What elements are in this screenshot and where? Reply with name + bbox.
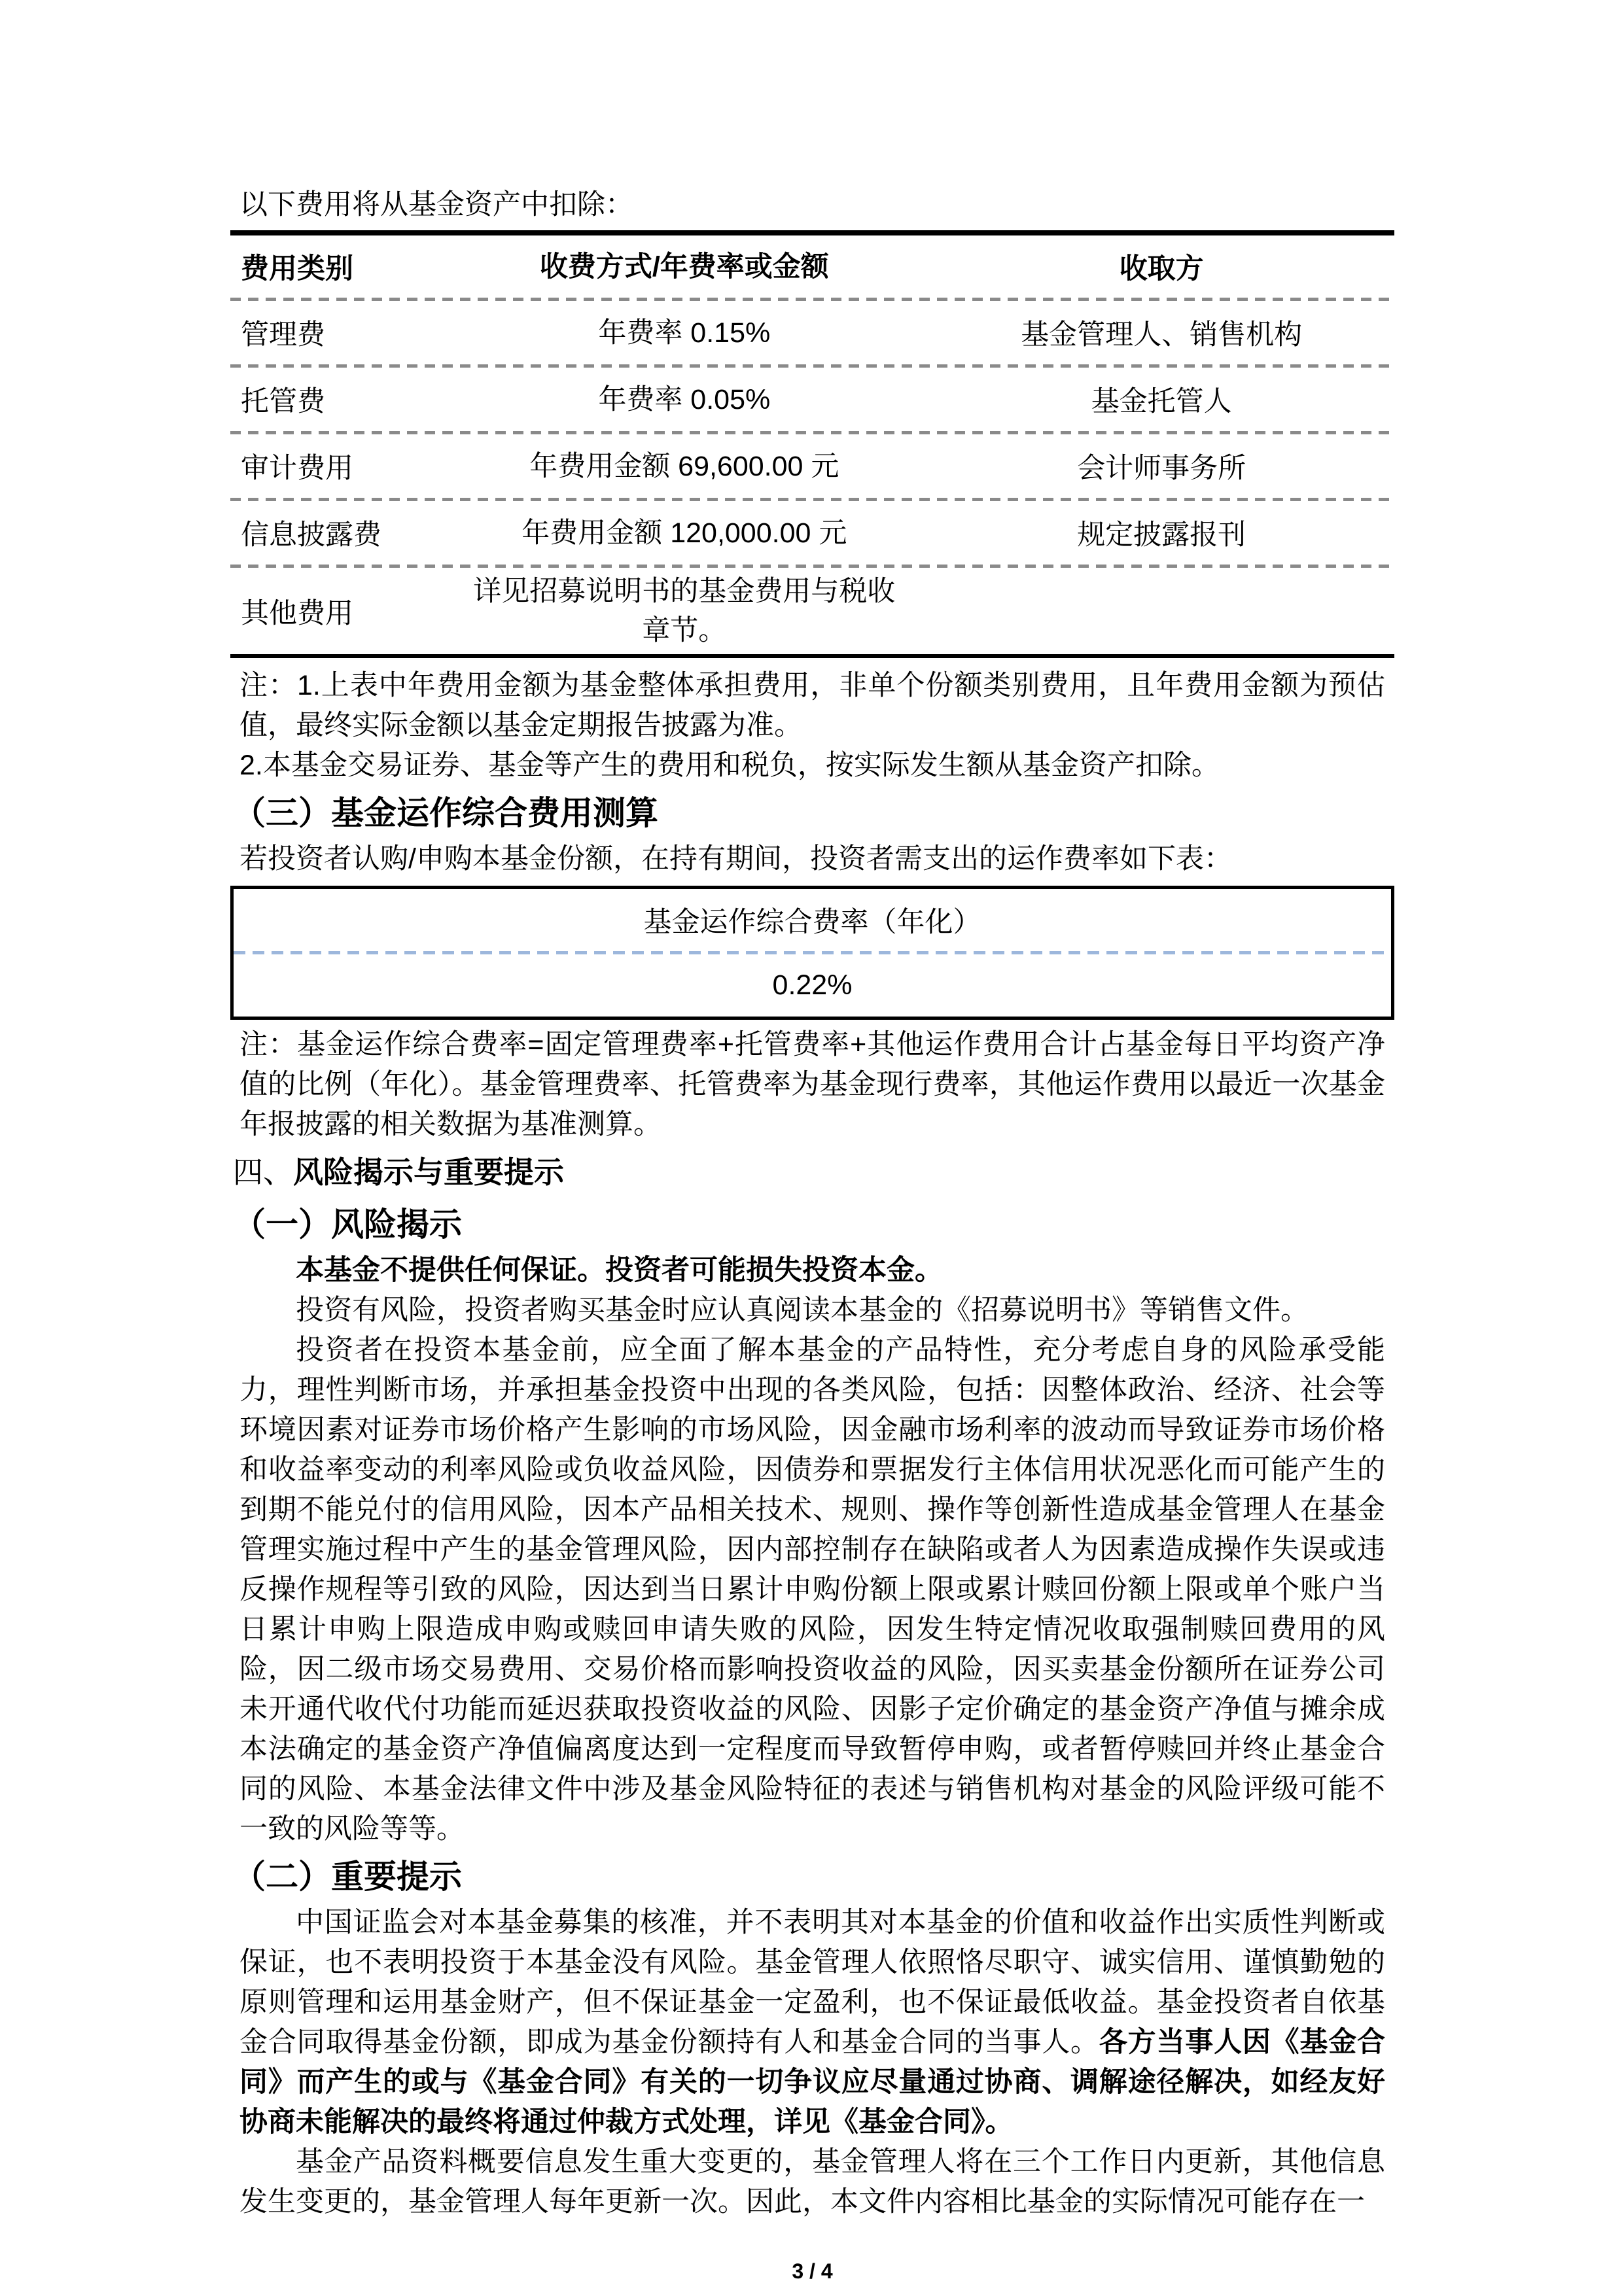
fee-table-header-row	[230, 235, 1394, 298]
risk-bold-statement: 本基金不提供任何保证。投资者可能损失投资本金。	[296, 1255, 943, 1286]
fee-recipient: 会计师事务所	[1077, 453, 1246, 484]
fee-table-header-category: 费用类别	[241, 253, 353, 285]
fee-table-row	[230, 301, 1394, 364]
notice-paragraph-1-bold: 各方当事人因《基金合同》而产生的或与《基金合同》有关的一切争议应尽量通过协商、调解途径解决，如经友好协商未能解决的最终将通过仲裁方式处理，详见《基金合同》。	[239, 2026, 1386, 2138]
section-4-2-heading: （二）重要提示	[233, 1858, 462, 1895]
fee-table-row	[230, 368, 1394, 431]
fee-table-row	[230, 434, 1394, 498]
page-content	[230, 185, 1394, 2284]
section-3-note: 注：基金运作综合费率=固定管理费率+托管费率+其他运作费用合计占基金每日平均资产净值的比例（年化）。基金管理费率、托管费率为基金现行费率，其他运作费用以最近一次基金年报披露的相关数据为基准测算。	[239, 1029, 1385, 1140]
fee-category: 审计费用	[241, 453, 353, 484]
section-4-title: 风险揭示与重要提示	[293, 1155, 564, 1189]
fee-method: 年费用金额 120,000.00 元	[521, 517, 847, 549]
operation-rate-value: 0.22%	[772, 969, 853, 1001]
fee-category: 其他费用	[241, 597, 353, 629]
fee-recipient: 规定披露报刊	[1077, 519, 1246, 551]
notice-paragraph-1-normal: 中国证监会对本基金募集的核准，并不表明其对本基金的价值和收益作出实质性判断或保证，也不表明投资于本基金没有风险。基金管理人依照恪尽职守、诚实信用、谨慎勤勉的原则管理和运用基金财产，但不保证基金一定盈利，也不保证最低收益。基金投资者自依基金合同取得基金份额，即成为基金份额持有人和基金合同的当事人。	[239, 1907, 1385, 2058]
section-4-number: 四、	[233, 1155, 293, 1189]
intro-line: 以下费用将从基金资产中扣除：	[239, 189, 633, 220]
fee-method: 年费用金额 69,600.00 元	[529, 450, 839, 482]
fee-method: 年费率 0.05%	[598, 383, 771, 415]
fee-table-note-1: 注：1.上表中年费用金额为基金整体承担费用，非单个份额类别费用，且年费用金额为预估值，最终实际金额以基金定期报告披露为准。	[239, 670, 1385, 741]
fee-category: 信息披露费	[241, 519, 381, 551]
page-number: 3 / 4	[792, 2259, 833, 2283]
section-4-1-heading: （一）风险揭示	[233, 1206, 462, 1243]
fee-recipient: 基金托管人	[1091, 386, 1232, 417]
operation-rate-header: 基金运作综合费率（年化）	[643, 907, 981, 938]
risk-paragraph-2: 投资者在投资本基金前，应全面了解本基金的产品特性，充分考虑自身的风险承受能力，理性判断市场，并承担基金投资中出现的各类风险，包括：因整体政治、经济、社会等环境因素对证券市场价格产生影响的市场风险，因金融市场利率的波动而导致证券市场价格和收益率变动的利率风险或负收益风险，因债券和票据发行主体信用状况恶化而可能产生的到期不能兑付的信用风险，因本产品相关技术、规则、操作等创新性造成基金管理人在基金管理实施过程中产生的基金管理风险，因内部控制存在缺陷或者人为因素造成操作失误或违反操作规程等引致的风险，因达到当日累计申购份额上限或累计赎回份额上限或单个账户当日累计申购上限造成申购或赎回申请失败的风险，因发生特定情况收取强制赎回费用的风险，因二级市场交易费用、交易价格而影响投资收益的风险，因买卖基金份额所在证券公司未开通代收代付功能而延迟获取投资收益的风险、因影子定价确定的基金资产净值与摊余成本法确定的基金资产净值偏离度达到一定程度而导致暂停申购，或者暂停赎回并终止基金合同的风险、本基金法律文件中涉及基金风险特征的表述与销售机构对基金的风险评级可能不一致的风险等等。	[239, 1334, 1385, 1845]
section-3-heading: （三）基金运作综合费用测算	[233, 795, 658, 831]
fee-category: 托管费	[241, 386, 325, 417]
fee-method: 详见招募说明书的基金费用与税收章节。	[473, 576, 896, 646]
operation-rate-table	[230, 886, 1394, 1020]
fee-table-note-2: 2.本基金交易证券、基金等产生的费用和税负，按实际发生额从基金资产扣除。	[239, 750, 1220, 781]
fee-table-header-method: 收费方式/年费率或金额	[539, 251, 829, 283]
fee-table	[230, 230, 1394, 658]
fee-table-row	[230, 501, 1394, 565]
section-3-intro: 若投资者认购/申购本基金份额，在持有期间，投资者需支出的运作费率如下表：	[239, 843, 1232, 875]
fee-table-header-recipient: 收取方	[1119, 253, 1204, 285]
fee-method: 年费率 0.15%	[598, 317, 771, 349]
fee-table-row	[230, 568, 1394, 654]
risk-paragraph-1: 投资有风险，投资者购买基金时应认真阅读本基金的《招募说明书》等销售文件。	[296, 1295, 1309, 1326]
notice-paragraph-2: 基金产品资料概要信息发生重大变更的，基金管理人将在三个工作日内更新，其他信息发生变更的，基金管理人每年更新一次。因此，本文件内容相比基金的实际情况可能存在一	[239, 2146, 1385, 2218]
fee-category: 管理费	[241, 319, 325, 351]
fee-recipient: 基金管理人、销售机构	[1021, 319, 1303, 351]
notice-paragraph-1	[230, 1903, 1394, 2142]
section-4-heading	[230, 1147, 1394, 1197]
